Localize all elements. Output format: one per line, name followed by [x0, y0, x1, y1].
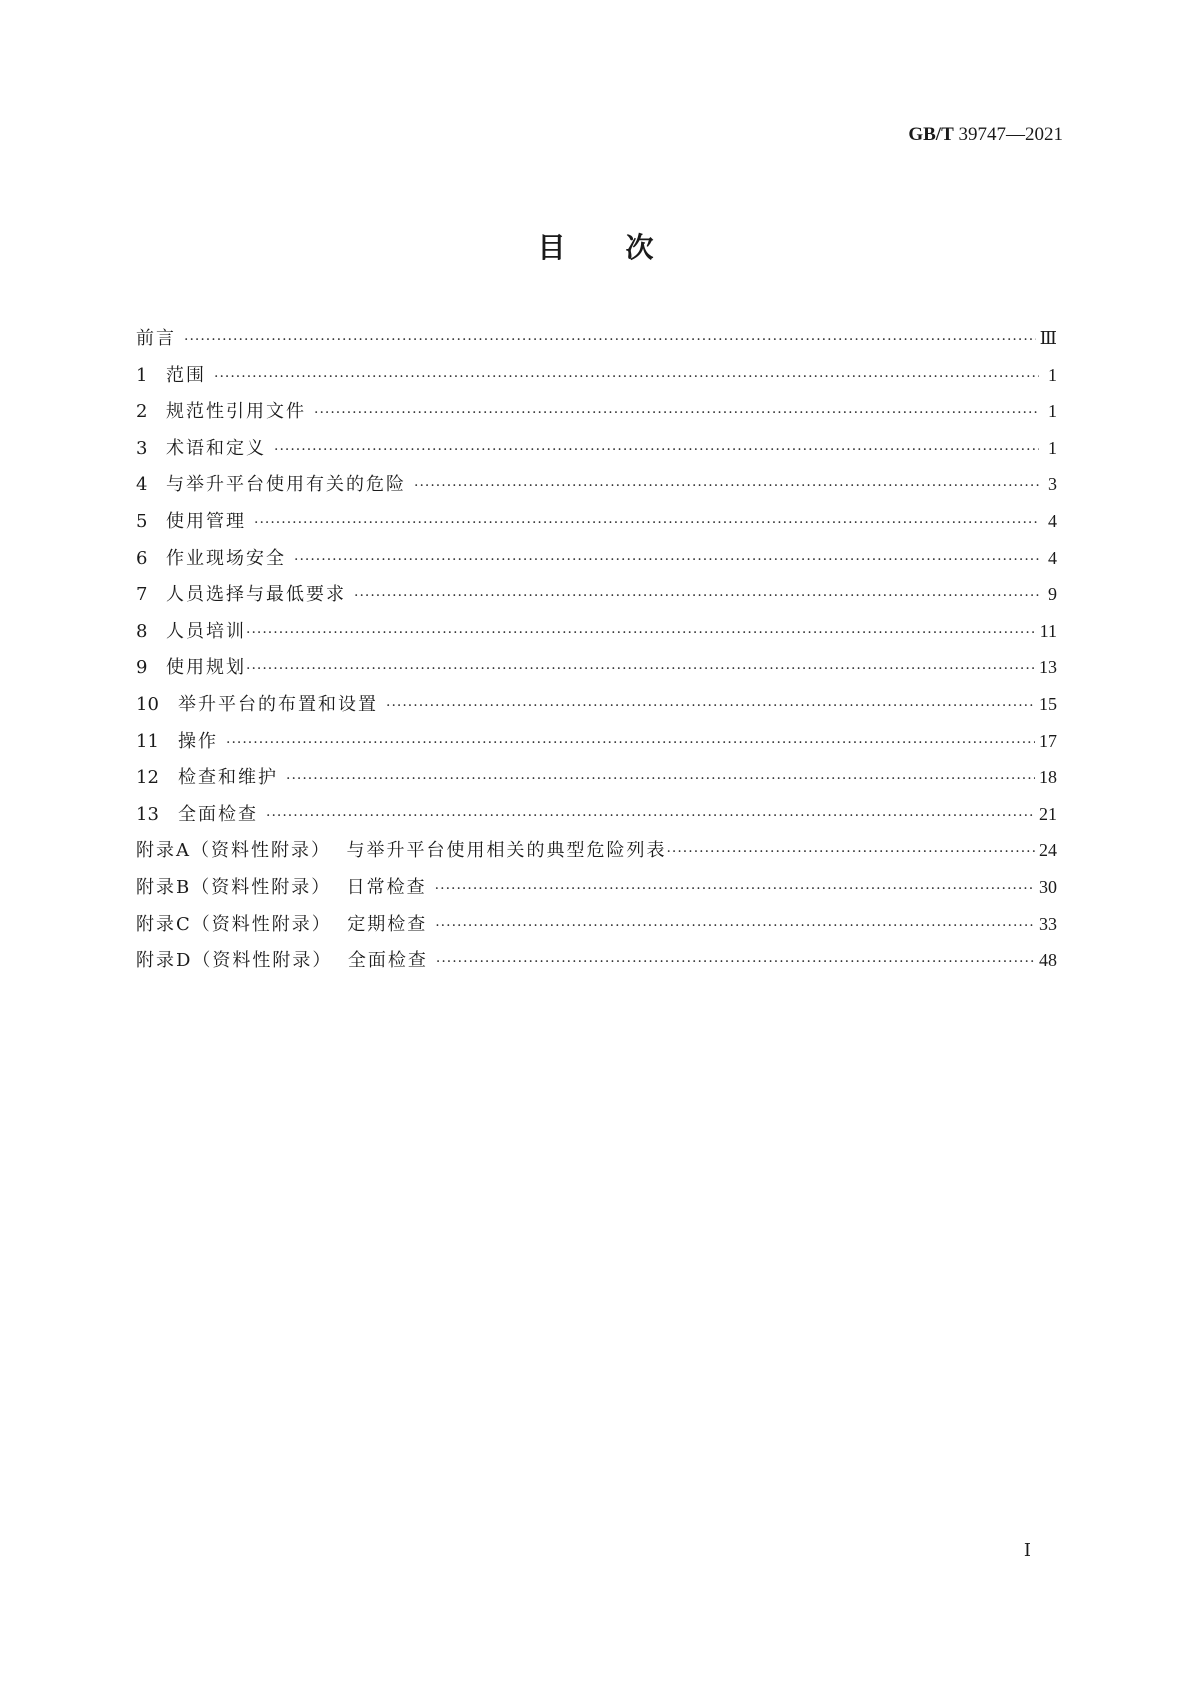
toc-page-number: 15 [1039, 693, 1057, 714]
toc-leader [386, 698, 1035, 714]
toc-entry-3[interactable] [136, 434, 1057, 471]
toc-page-number: 24 [1039, 840, 1057, 861]
toc-label: 范围 [166, 364, 206, 386]
toc-label: 使用管理 [166, 510, 246, 532]
toc-label: 前言 [136, 328, 176, 349]
toc-page-number: 1 [1048, 401, 1057, 422]
toc-leader [354, 588, 1039, 604]
toc-entry-9[interactable] [136, 653, 1057, 690]
toc-label: 术语和定义 [166, 437, 266, 459]
toc-section-number: 7 [136, 584, 148, 606]
toc-entry-5[interactable] [136, 507, 1057, 544]
table-of-contents [136, 324, 1057, 983]
toc-entry-10[interactable] [136, 690, 1057, 727]
toc-entry-annex-c[interactable] [136, 910, 1057, 947]
toc-leader [414, 478, 1039, 494]
toc-label: 检查和维护 [178, 767, 278, 789]
toc-leader [314, 405, 1039, 421]
toc-page-number: 4 [1048, 510, 1057, 531]
toc-entry-foreword[interactable] [136, 324, 1057, 361]
toc-label: 附录D（资料性附录） 全面检查 [136, 950, 428, 972]
page-title: 目次 [537, 231, 714, 264]
toc-entry-6[interactable] [136, 544, 1057, 581]
toc-label: 附录B（资料性附录） 日常检查 [136, 876, 427, 898]
toc-section-number: 3 [136, 437, 148, 459]
toc-page-number: 33 [1039, 913, 1057, 934]
toc-label: 人员培训 [166, 620, 246, 642]
toc-section-number: 12 [136, 767, 159, 789]
toc-leader [274, 442, 1039, 458]
toc-page-number: 1 [1048, 364, 1057, 385]
toc-entry-13[interactable] [136, 800, 1057, 837]
toc-page-number: 13 [1039, 657, 1057, 678]
toc-entry-12[interactable] [136, 763, 1057, 800]
toc-page-number: 1 [1048, 437, 1057, 458]
toc-section-number: 13 [136, 803, 159, 825]
toc-entry-1[interactable] [136, 361, 1057, 398]
toc-page-number: 17 [1039, 730, 1057, 751]
toc-label: 使用规划 [166, 657, 246, 679]
toc-entry-11[interactable] [136, 727, 1057, 764]
toc-entry-8[interactable] [136, 617, 1057, 654]
toc-leader [226, 735, 1035, 751]
toc-page-number: 30 [1039, 876, 1057, 897]
toc-leader [246, 625, 1036, 641]
toc-section-number: 2 [136, 401, 148, 423]
toc-page-number: 3 [1048, 474, 1057, 495]
toc-leader [294, 552, 1039, 568]
toc-leader [666, 844, 1035, 860]
toc-section-number: 9 [136, 657, 148, 679]
toc-label: 举升平台的布置和设置 [178, 693, 378, 715]
toc-label: 全面检查 [178, 803, 258, 825]
toc-entry-annex-a[interactable] [136, 836, 1057, 873]
toc-leader [214, 369, 1039, 385]
toc-label: 与举升平台使用有关的危险 [166, 474, 406, 496]
toc-leader [435, 918, 1035, 934]
toc-leader [436, 954, 1035, 970]
toc-section-number: 4 [136, 474, 148, 496]
standard-code [908, 124, 1063, 146]
toc-page-number: 11 [1039, 620, 1057, 641]
toc-entry-7[interactable] [136, 580, 1057, 617]
toc-leader [435, 881, 1035, 897]
toc-label: 操作 [178, 730, 218, 752]
toc-section-number: 10 [136, 693, 159, 715]
toc-section-number: 1 [136, 364, 148, 386]
toc-page-number: Ⅲ [1039, 328, 1057, 348]
toc-section-number: 6 [136, 547, 148, 569]
toc-page-number: 48 [1039, 950, 1057, 971]
standard-prefix: GB/T [908, 124, 954, 145]
toc-leader [254, 515, 1039, 531]
toc-leader [266, 808, 1035, 824]
toc-leader [246, 661, 1035, 677]
toc-leader [286, 771, 1035, 787]
toc-section-number: 8 [136, 620, 148, 642]
toc-page-number: 18 [1039, 767, 1057, 788]
toc-label: 作业现场安全 [166, 547, 286, 569]
toc-label: 规范性引用文件 [166, 401, 306, 423]
footer-page-number: I [1023, 1540, 1031, 1561]
toc-page-number: 21 [1039, 803, 1057, 824]
toc-leader [184, 332, 1036, 348]
toc-entry-2[interactable] [136, 397, 1057, 434]
toc-page-number: 4 [1048, 547, 1057, 568]
toc-label: 人员选择与最低要求 [166, 584, 346, 606]
toc-label: 附录C（资料性附录） 定期检查 [136, 913, 428, 935]
toc-page-number: 9 [1048, 584, 1057, 605]
toc-entry-annex-b[interactable] [136, 873, 1057, 910]
toc-entry-annex-d[interactable] [136, 946, 1057, 983]
standard-number: 39747—2021 [958, 124, 1063, 145]
toc-label: 附录A（资料性附录） 与举升平台使用相关的典型危险列表 [136, 840, 667, 862]
toc-entry-4[interactable] [136, 470, 1057, 507]
toc-section-number: 11 [136, 730, 159, 752]
toc-section-number: 5 [136, 510, 148, 532]
